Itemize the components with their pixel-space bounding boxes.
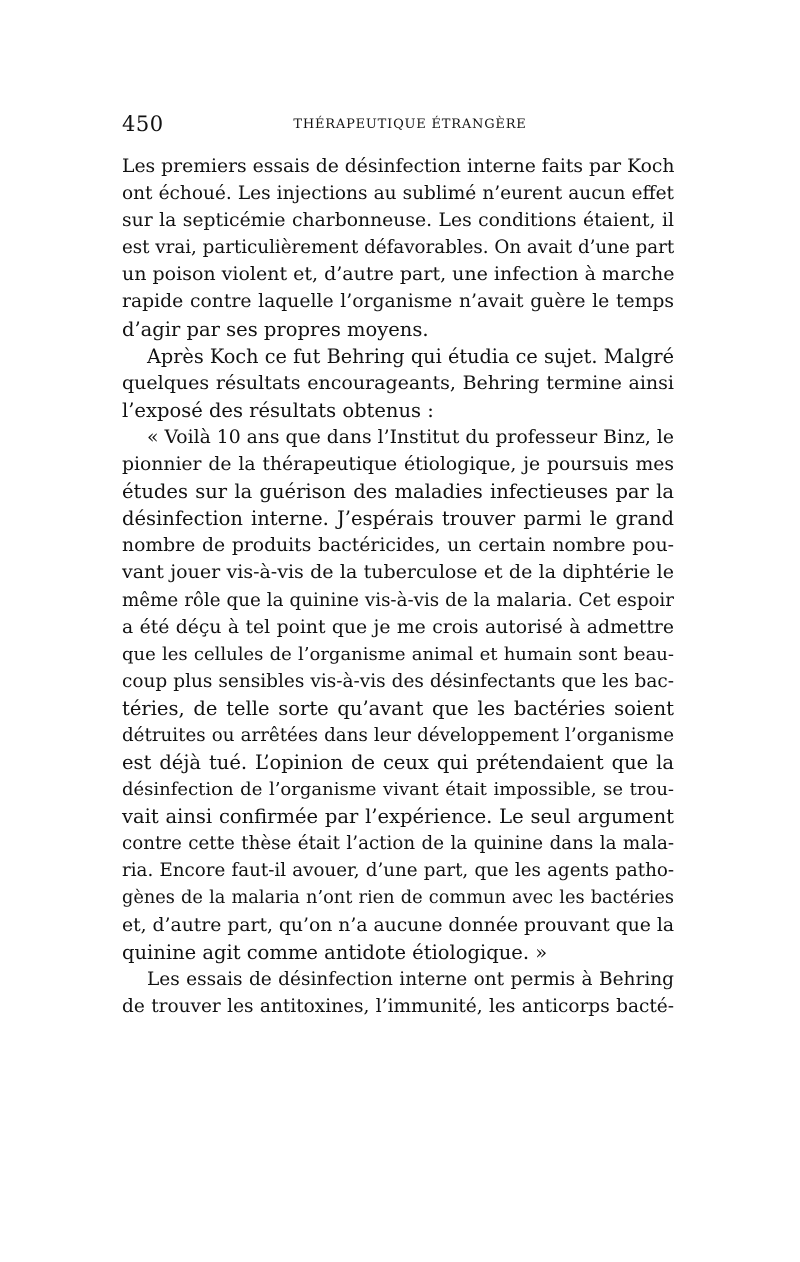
text-line: de trouver les antitoxines, l’immunité, les anticorps bacté- — [122, 995, 674, 1017]
body-text — [122, 153, 674, 1020]
text-line: un poison violent et, d’autre part, une infection à marche — [122, 263, 675, 286]
text-line: même rôle que la quinine vis-à-vis de la malaria. Cet espoir — [122, 589, 674, 611]
text-line: études sur la guérison des maladies infectieuses par la — [122, 480, 674, 504]
text-line: désinfection interne. J’espérais trouver parmi le grand — [122, 507, 674, 531]
text-line: quinine agit comme antidote étiologique. » — [122, 940, 548, 964]
text-line: Après Koch ce fut Behring qui étudia ce sujet. Malgré — [147, 344, 674, 368]
text-line: l’exposé des résultats obtenus : — [122, 398, 434, 422]
text-line: gènes de la malaria n’ont rien de commun avec les bactéries — [122, 887, 674, 908]
text-line: ria. Encore faut-il avouer, d’une part, que les agents patho- — [122, 860, 674, 882]
page-header — [122, 112, 674, 142]
running-title: THÉRAPEUTIQUE ÉTRANGÈRE — [293, 117, 527, 132]
text-line: et, d’autre part, qu’on n’a aucune donnée prouvant que la — [122, 914, 674, 936]
text-line: vait ainsi confirmée par l’expérience. Le seul argument — [122, 805, 674, 829]
text-line: rapide contre laquelle l’organisme n’avait guère le temps — [122, 291, 674, 313]
text-line: nombre de produits bactéricides, un certain nombre pou- — [122, 535, 674, 557]
text-line: contre cette thèse était l’action de la quinine dans la mala- — [122, 833, 674, 855]
text-line: est déjà tué. L’opinion de ceux qui prétendaient que la — [122, 751, 674, 775]
text-line: « Voilà 10 ans que dans l’Institut du professeur Binz, le — [147, 426, 674, 448]
text-line: ont échoué. Les injections au sublimé n’eurent aucun effet — [122, 183, 674, 205]
text-line: a été déçu à tel point que je me crois autorisé à admettre — [122, 616, 674, 638]
text-line: désinfection de l’organisme vivant était impossible, se trou- — [122, 779, 674, 801]
page-number: 450 — [122, 112, 164, 136]
text-line: coup plus sensibles vis-à-vis des désinfectants que les bac- — [122, 670, 674, 692]
text-line: quelques résultats encourageants, Behring termine ainsi — [122, 371, 674, 394]
text-line: Les essais de désinfection interne ont permis à Behring — [147, 968, 674, 990]
text-line: téries, de telle sorte qu’avant que les bactéries soient — [122, 696, 674, 720]
text-line: pionnier de la thérapeutique étiologique, je poursuis mes — [122, 454, 674, 476]
text-line: d’agir par ses propres moyens. — [122, 317, 429, 341]
text-line: sur la septicémie charbonneuse. Les conditions étaient, il — [122, 210, 674, 232]
text-line: que les cellules de l’organisme animal et humain sont beau- — [122, 643, 674, 665]
text-line: Les premiers essais de désinfection interne faits par Koch — [122, 156, 675, 177]
text-line: est vrai, particulièrement défavorables. On avait d’une part — [122, 237, 675, 259]
text-line: vant jouer vis-à-vis de la tuberculose et de la diphtérie le — [122, 561, 674, 584]
text-line: détruites ou arrêtées dans leur développement l’organisme — [122, 724, 674, 746]
